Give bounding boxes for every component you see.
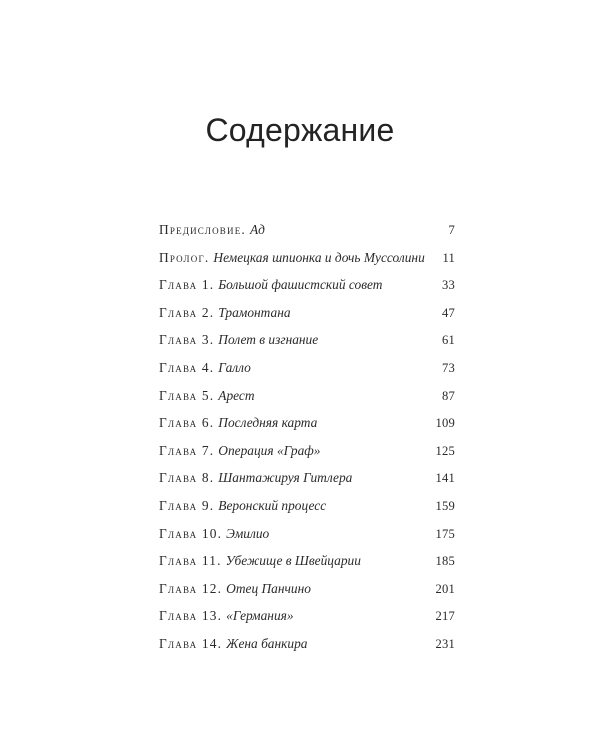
toc-entry-title: Трамонтана (218, 304, 291, 320)
toc-entry-label: Глава 9. (159, 497, 215, 513)
toc-entry-page: 159 (435, 498, 455, 513)
toc-entry[interactable] (159, 551, 455, 579)
toc-entry[interactable] (159, 275, 455, 303)
toc-entry-label: Глава 6. (159, 415, 215, 431)
toc-entry[interactable] (159, 248, 455, 276)
toc-entry-page: 87 (442, 388, 455, 403)
toc-entry[interactable] (159, 606, 455, 634)
toc-entry-title: Шантажируя Гитлера (218, 470, 353, 486)
page-title: Содержание (205, 112, 395, 148)
toc-entry-title: Полет в изгнание (218, 332, 319, 348)
toc-entry-title: Галло (218, 359, 251, 375)
toc-entry-page: 47 (442, 305, 455, 320)
toc-entry-label: Глава 7. (159, 442, 215, 458)
toc-entry-label: Глава 1. (159, 277, 215, 293)
toc-entry-page: 109 (435, 416, 455, 431)
toc-entry[interactable] (159, 441, 455, 469)
table-of-contents (159, 220, 455, 662)
toc-entry-page: 33 (442, 278, 455, 293)
toc-entry[interactable] (159, 386, 455, 414)
toc-entry-label: Глава 13. (159, 608, 223, 624)
toc-entry-label: Глава 8. (159, 470, 215, 486)
toc-entry-page: 61 (442, 333, 455, 348)
toc-entry-page: 11 (442, 250, 455, 265)
toc-entry-page: 217 (435, 609, 455, 624)
toc-entry-title: Последняя карта (218, 415, 318, 431)
toc-entry[interactable] (159, 468, 455, 496)
toc-entry-page: 201 (435, 581, 455, 596)
toc-entry-page: 7 (448, 223, 455, 237)
toc-entry[interactable] (159, 220, 455, 248)
toc-entry[interactable] (159, 634, 455, 662)
toc-entry[interactable] (159, 330, 455, 358)
toc-entry-label: Глава 10. (159, 525, 223, 541)
toc-entry-page: 73 (442, 360, 455, 375)
toc-entry[interactable] (159, 303, 455, 331)
toc-entry-title: Большой фашистский совет (218, 277, 383, 293)
toc-entry[interactable] (159, 358, 455, 386)
toc-entry-label: Глава 2. (159, 304, 215, 320)
toc-entry-page: 125 (435, 443, 455, 458)
toc-entry[interactable] (159, 579, 455, 607)
toc-entry-title: Веронский процесс (218, 497, 327, 513)
toc-entry-title: Убежище в Швейцарии (225, 553, 361, 569)
toc-entry-title: Жена банкира (226, 635, 308, 651)
toc-entry[interactable] (159, 496, 455, 524)
toc-entry[interactable] (159, 413, 455, 441)
toc-entry-label: Глава 14. (159, 635, 223, 651)
toc-entry-title: Немецкая шпионка и дочь Муссолини (213, 249, 425, 265)
toc-entry-title: Операция «Граф» (218, 442, 321, 458)
toc-entry-title: Арест (218, 387, 255, 403)
toc-entry-label: Пролог. (159, 249, 210, 265)
toc-entry-label: Глава 4. (159, 359, 215, 375)
toc-entry-page: 141 (435, 471, 455, 486)
toc-entry-label: Глава 11. (159, 553, 222, 569)
toc-entry-page: 185 (435, 554, 455, 569)
toc-entry-title: «Германия» (226, 608, 294, 624)
toc-entry-title: Эмилио (226, 525, 270, 541)
toc-entry-label: Предисловие. (159, 222, 246, 237)
toc-entry-page: 231 (435, 636, 455, 651)
toc-entry-label: Глава 5. (159, 387, 215, 403)
toc-entry-label: Глава 12. (159, 580, 223, 596)
toc-entry-label: Глава 3. (159, 332, 215, 348)
toc-entry-title: Ад (249, 222, 265, 237)
toc-entry-title: Отец Панчино (226, 580, 311, 596)
toc-entry[interactable] (159, 524, 455, 552)
toc-entry-page: 175 (435, 526, 455, 541)
